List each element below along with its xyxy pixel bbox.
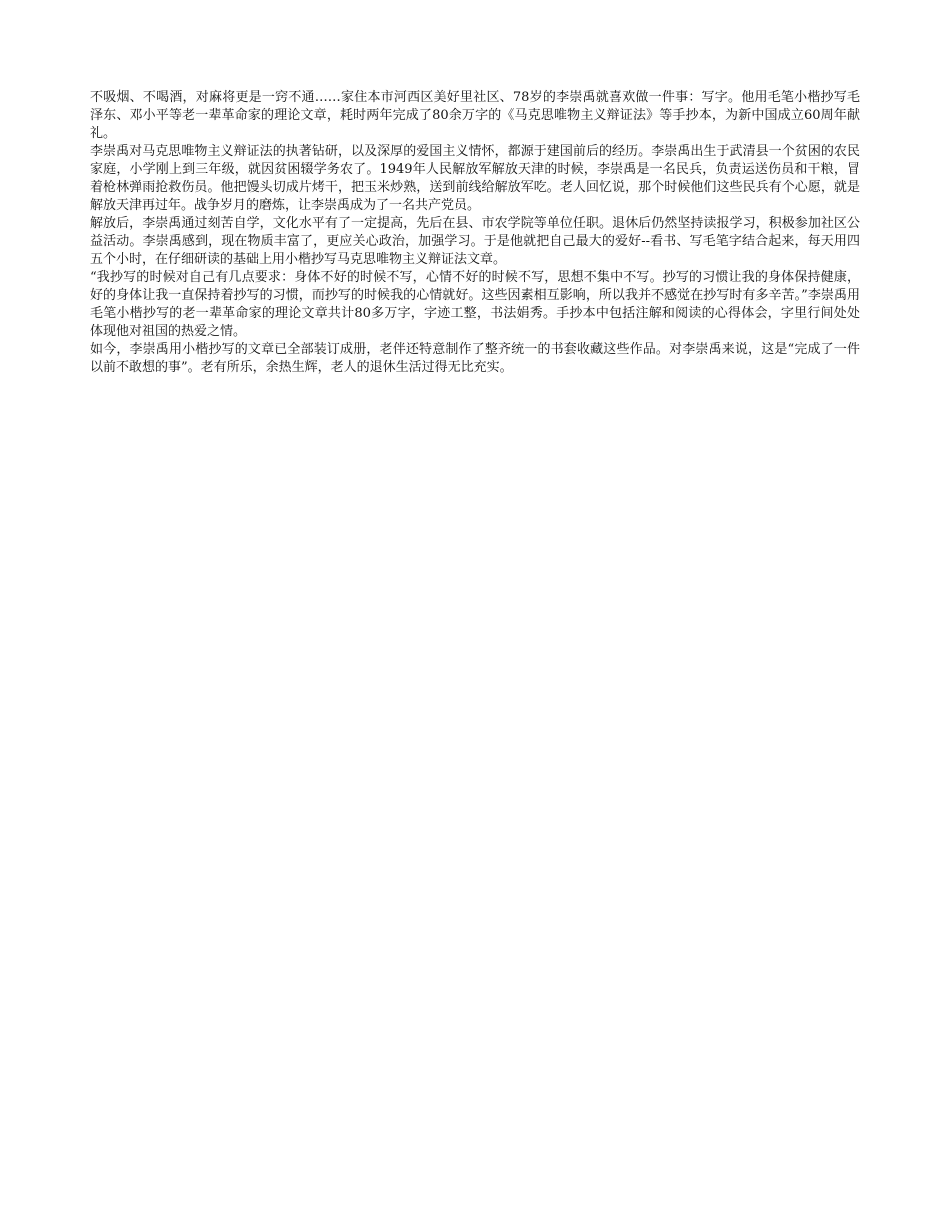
paragraph-conclusion: 如今，李崇禹用小楷抄写的文章已全部装订成册，老伴还特意制作了整齐统一的书套收藏这些作品。对李崇禹来说，这是“完成了一件以前不敢想的事”。老有所乐，余热生辉，老人的退休生活过得无比充实。 xyxy=(90,342,860,375)
paragraph-background: 李崇禹对马克思唯物主义辩证法的执著钻研，以及深厚的爱国主义情怀，都源于建国前后的经历。李崇禹出生于武清县一个贫困的农民家庭，小学刚上到三年级，就因贫困辍学务农了。1949年人民解放军解放天津的时候，李崇禹是一名民兵，负责运送伤员和干粮，冒着枪林弹雨抢救伤员。他把馒头切成片烤干，把玉米炒熟，送到前线给解放军吃。老人回忆说，那个时候他们这些民兵有个心愿，就是解放天津再过年。战争岁月的磨炼，让李崇禹成为了一名共产党员。 xyxy=(90,144,860,213)
article-body xyxy=(90,89,860,377)
paragraph-intro: 不吸烟、不喝酒，对麻将更是一窍不通……家住本市河西区美好里社区、78岁的李崇禹就喜欢做一件事：写字。他用毛笔小楷抄写毛泽东、邓小平等老一辈革命家的理论文章，耗时两年完成了80余万字的《马克思唯物主义辩证法》等手抄本，为新中国成立60周年献礼。 xyxy=(90,90,860,141)
paragraph-quote: “我抄写的时候对自己有几点要求：身体不好的时候不写，心情不好的时候不写，思想不集中不写。抄写的习惯让我的身体保持健康，好的身体让我一直保持着抄写的习惯，而抄写的时候我的心情就好。这些因素相互影响，所以我并不感觉在抄写时有多辛苦。”李崇禹用毛笔小楷抄写的老一辈革命家的理论文章共计80多万字，字迹工整，书法娟秀。手抄本中包括注解和阅读的心得体会，字里行间处处体现他对祖国的热爱之情。 xyxy=(90,270,860,339)
paragraph-after-liberation: 解放后，李崇禹通过刻苦自学，文化水平有了一定提高，先后在县、市农学院等单位任职。退休后仍然坚持读报学习，积极参加社区公益活动。李崇禹感到，现在物质丰富了，更应关心政治，加强学习。于是他就把自己最大的爱好--看书、写毛笔字结合起来，每天用四五个小时，在仔细研读的基础上用小楷抄写马克思唯物主义辩证法文章。 xyxy=(90,216,860,267)
